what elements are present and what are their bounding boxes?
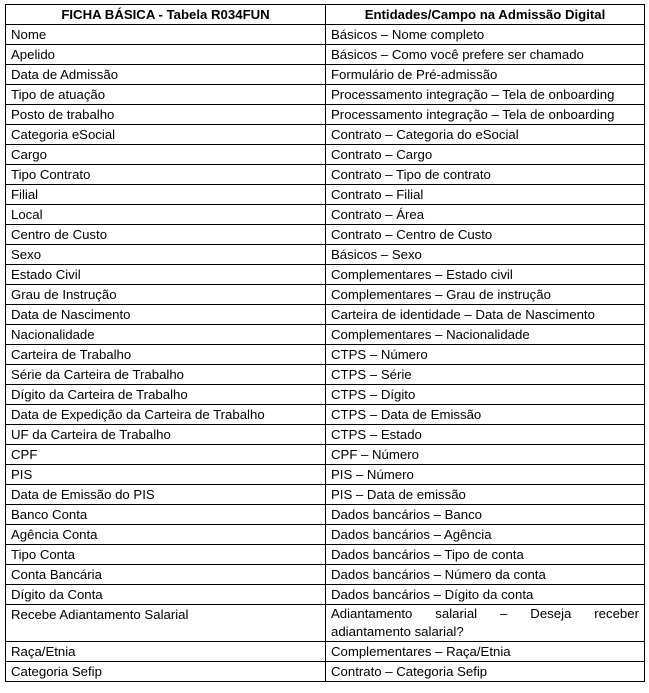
admissao-field-cell: PIS – Número: [326, 465, 645, 485]
admissao-field-cell: Complementares – Nacionalidade: [326, 325, 645, 345]
admissao-field-cell: Adiantamento salarial – Deseja receber adiantamento salarial?: [326, 605, 645, 642]
table-row: [6, 445, 645, 465]
admissao-field-cell: Formulário de Pré-admissão: [326, 65, 645, 85]
ficha-field-cell: PIS: [6, 465, 326, 485]
ficha-field-cell: Dígito da Conta: [6, 585, 326, 605]
table-row: [6, 465, 645, 485]
admissao-field-cell: CTPS – Série: [326, 365, 645, 385]
table-row: [6, 165, 645, 185]
table-row: [6, 265, 645, 285]
ficha-field-cell: Local: [6, 205, 326, 225]
admissao-field-cell: Complementares – Estado civil: [326, 265, 645, 285]
table-row: [6, 385, 645, 405]
admissao-field-cell: CPF – Número: [326, 445, 645, 465]
ficha-field-cell: Data de Admissão: [6, 65, 326, 85]
ficha-field-cell: Dígito da Carteira de Trabalho: [6, 385, 326, 405]
ficha-field-cell: Carteira de Trabalho: [6, 345, 326, 365]
ficha-field-cell: Tipo Conta: [6, 545, 326, 565]
ficha-field-cell: Nome: [6, 25, 326, 45]
admissao-field-cell: CTPS – Estado: [326, 425, 645, 445]
admissao-field-cell: Dados bancários – Agência: [326, 525, 645, 545]
table-row: [6, 185, 645, 205]
ficha-field-cell: Raça/Etnia: [6, 642, 326, 662]
table-row: [6, 405, 645, 425]
ficha-field-cell: Estado Civil: [6, 265, 326, 285]
admissao-field-cell: Carteira de identidade – Data de Nascimento: [326, 305, 645, 325]
document-page: [5, 4, 645, 682]
admissao-field-cell: Contrato – Categoria do eSocial: [326, 125, 645, 145]
table-row: [6, 425, 645, 445]
table-row: [6, 565, 645, 585]
table-row: [6, 225, 645, 245]
admissao-field-cell: Contrato – Categoria Sefip: [326, 662, 645, 682]
table-row: [6, 205, 645, 225]
admissao-field-cell: Contrato – Filial: [326, 185, 645, 205]
table-row: [6, 525, 645, 545]
admissao-field-cell: Contrato – Cargo: [326, 145, 645, 165]
table-row: [6, 345, 645, 365]
table-row: [6, 285, 645, 305]
admissao-field-cell: CTPS – Número: [326, 345, 645, 365]
admissao-field-cell: Dados bancários – Dígito da conta: [326, 585, 645, 605]
table-row: [6, 45, 645, 65]
ficha-field-cell: Grau de Instrução: [6, 285, 326, 305]
table-row: [6, 642, 645, 662]
ficha-field-cell: Tipo Contrato: [6, 165, 326, 185]
ficha-field-cell: Nacionalidade: [6, 325, 326, 345]
admissao-field-cell: CTPS – Data de Emissão: [326, 405, 645, 425]
table-row: [6, 662, 645, 682]
admissao-field-cell: PIS – Data de emissão: [326, 485, 645, 505]
admissao-field-cell: Dados bancários – Número da conta: [326, 565, 645, 585]
table-row: [6, 245, 645, 265]
table-row: [6, 365, 645, 385]
table-row: [6, 145, 645, 165]
header-admissao-digital: Entidades/Campo na Admissão Digital: [326, 5, 645, 25]
table-row: [6, 125, 645, 145]
ficha-field-cell: Série da Carteira de Trabalho: [6, 365, 326, 385]
admissao-field-cell: Básicos – Como você prefere ser chamado: [326, 45, 645, 65]
ficha-field-cell: Categoria Sefip: [6, 662, 326, 682]
ficha-field-cell: Cargo: [6, 145, 326, 165]
admissao-field-cell: Processamento integração – Tela de onboarding: [326, 85, 645, 105]
table-row: [6, 25, 645, 45]
table-row: [6, 325, 645, 345]
ficha-field-cell: UF da Carteira de Trabalho: [6, 425, 326, 445]
table-row: [6, 305, 645, 325]
table-row: [6, 485, 645, 505]
admissao-field-cell: Dados bancários – Banco: [326, 505, 645, 525]
field-mapping-table: [5, 4, 645, 682]
admissao-field-cell: Complementares – Grau de instrução: [326, 285, 645, 305]
ficha-field-cell: Agência Conta: [6, 525, 326, 545]
table-row: [6, 105, 645, 125]
ficha-field-cell: Recebe Adiantamento Salarial: [6, 605, 326, 642]
ficha-field-cell: Categoria eSocial: [6, 125, 326, 145]
admissao-field-cell: Contrato – Tipo de contrato: [326, 165, 645, 185]
admissao-field-cell: Básicos – Nome completo: [326, 25, 645, 45]
ficha-field-cell: Tipo de atuação: [6, 85, 326, 105]
table-row: [6, 585, 645, 605]
ficha-field-cell: Conta Bancária: [6, 565, 326, 585]
table-row: [6, 605, 645, 642]
ficha-field-cell: Centro de Custo: [6, 225, 326, 245]
table-row: [6, 505, 645, 525]
table-row: [6, 65, 645, 85]
admissao-field-cell: Contrato – Área: [326, 205, 645, 225]
admissao-field-cell: Complementares – Raça/Etnia: [326, 642, 645, 662]
admissao-field-cell: Processamento integração – Tela de onboarding: [326, 105, 645, 125]
table-row: [6, 85, 645, 105]
ficha-field-cell: CPF: [6, 445, 326, 465]
ficha-field-cell: Apelido: [6, 45, 326, 65]
admissao-field-cell: Contrato – Centro de Custo: [326, 225, 645, 245]
table-row: [6, 545, 645, 565]
ficha-field-cell: Data de Nascimento: [6, 305, 326, 325]
admissao-field-cell: CTPS – Dígito: [326, 385, 645, 405]
ficha-field-cell: Posto de trabalho: [6, 105, 326, 125]
ficha-field-cell: Sexo: [6, 245, 326, 265]
table-header-row: [6, 5, 645, 25]
ficha-field-cell: Data de Emissão do PIS: [6, 485, 326, 505]
header-ficha-basica: FICHA BÁSICA - Tabela R034FUN: [6, 5, 326, 25]
admissao-field-cell: Dados bancários – Tipo de conta: [326, 545, 645, 565]
ficha-field-cell: Banco Conta: [6, 505, 326, 525]
ficha-field-cell: Filial: [6, 185, 326, 205]
admissao-field-cell: Básicos – Sexo: [326, 245, 645, 265]
ficha-field-cell: Data de Expedição da Carteira de Trabalho: [6, 405, 326, 425]
